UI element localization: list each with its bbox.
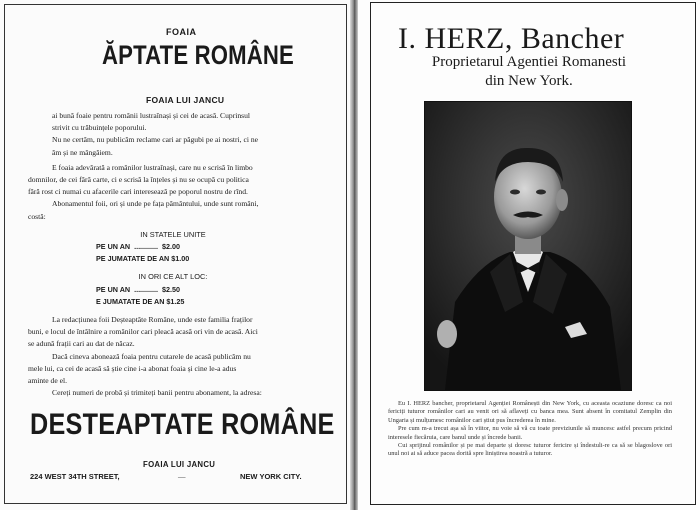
body-line: fără rost ci numai cu afacerile cari interesează pe poporul nostru de rînd. [28, 187, 248, 197]
masthead-subtitle: FOAIA LUI JANCU [146, 95, 225, 105]
body-line: mele lui, ca cei de acasă să știe cine i-a abonat foaia și cine le-a adus [28, 363, 237, 373]
body-line: costă: [28, 211, 46, 221]
body-line: buni, e locul de întâlnire a românilor cari pleacă acasă ori vin de acasă. Aici [28, 327, 258, 337]
ad-caption [388, 400, 672, 459]
caption-paragraph: Cui sprijinul românilor și pe mai departe și doresc tuturor fericire și îndestuli-re ca să se blagoslove ori unul noi ai să aduce pacea dorită spre liniștirea noastră a tuturor. [388, 442, 672, 458]
body-line: ăm și ne mângăiem. [52, 147, 113, 157]
caption-paragraph: Eu I. HERZ bancher, proprietarul Agenției Românești din New York, cu aceasta ocaziune doresc ca noi fericiți tuturor românilor cari au venit ori să aflaveți cu banca mea. Sunt absent în comitatul Zemplin din Ungaria și mulțumesc românilor cari știut pus încrederea în mine. [388, 400, 672, 424]
prices-us-heading: IN STATELE UNITE [140, 229, 206, 239]
body-line: Abonamentul foii, ori și unde pe fața pământului, unde sunt români, [52, 199, 259, 209]
footer-subtitle: FOAIA LUI JANCU [143, 460, 216, 469]
footer-address: 224 WEST 34TH STREET, [30, 472, 120, 481]
body-line: strivit cu trăbuințele poporului. [52, 123, 147, 133]
right-advertisement-page [358, 0, 700, 510]
price-line: PE UN AN ............ $2.50 [96, 284, 181, 294]
body-line: E foaia adevărată a românilor lustraînași, care nu e scrisă în limbo [52, 162, 253, 172]
book-spine [350, 0, 358, 510]
article-body [28, 110, 318, 399]
footer-dash: — [178, 472, 186, 481]
price-line: PE UN AN ............ $2.00 [96, 242, 181, 252]
body-line: Dacă cineva abonează foaia pentru cutarele de acasă publicăm nu [52, 351, 251, 361]
prices-other-heading: IN ORI CE ALT LOC: [138, 272, 208, 282]
body-line: La redacțiunea foii Deșteaptăte Române, unde este familia fraților [52, 315, 253, 325]
masthead-foaia-label: FOAIA [166, 27, 197, 37]
price-line: PE JUMATATE DE AN $1.00 [96, 254, 190, 264]
body-line: domnilor, de cei fără carte, ci e scrisă la înțeles și nu se ocupă cu politica [28, 175, 249, 185]
body-line: se adună frații cari au dat de năcaz. [28, 339, 135, 349]
body-line: ai bună foaie pentru românii lustraînași și cei de acasă. Cuprinsul [52, 111, 251, 120]
footer-city: NEW YORK CITY. [240, 472, 302, 481]
ad-title: I. HERZ, Bancher [398, 22, 625, 55]
body-line: Cereți numeri de probă și trimiteți banii pentru abonament, la adresa: [52, 388, 262, 398]
portrait-photo [424, 101, 632, 391]
ad-subtitle-line-1: Proprietarul Agentiei Romanesti [431, 54, 627, 70]
ad-subtitle-line-2: din New York. [485, 73, 573, 89]
price-line: E JUMATATE DE AN $1.25 [96, 296, 185, 306]
body-line: Nu ne certăm, nu publicăm reclame cari ar păgubi pe ai nostri, ci ne [52, 135, 258, 145]
caption-paragraph: Pre cum m-a trecut așa să în viitor, nu voie să vă cu toate previziunile să muncesc astfel precum pricind interesele fiecăruia, care banul unde și încrede banii. [388, 425, 672, 441]
footer-big-title: DESTEAPTATE ROMÂNE [30, 408, 335, 441]
body-line: aminte de el. [28, 376, 68, 386]
masthead-title: ĂPTATE ROMÂNE [102, 40, 294, 70]
